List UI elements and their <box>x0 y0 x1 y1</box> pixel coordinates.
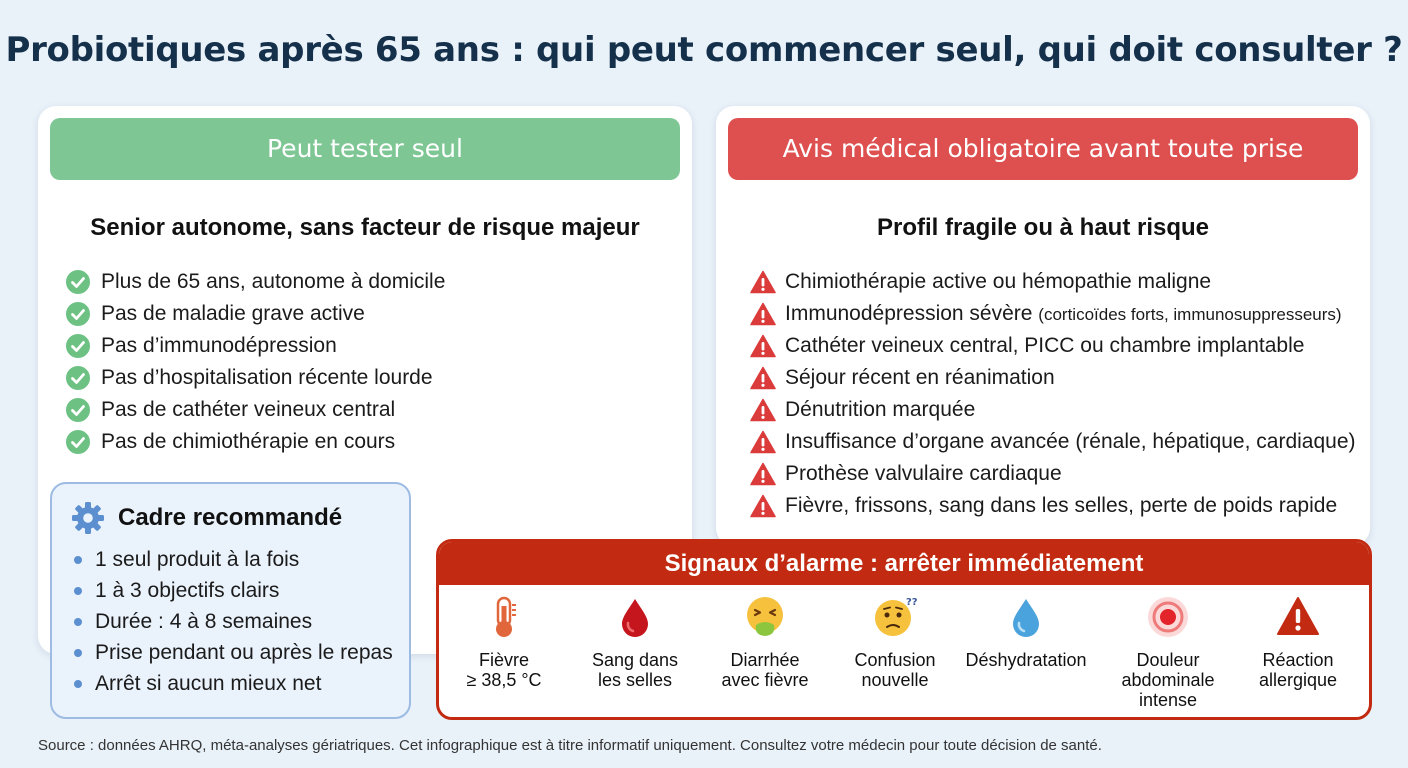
list-item: Pas de maladie grave active <box>66 298 445 330</box>
list-item: Plus de 65 ans, autonome à domicile <box>66 266 445 298</box>
warning-icon <box>750 398 776 422</box>
check-icon <box>66 334 90 358</box>
warning-triangle-icon <box>1275 594 1321 640</box>
medical-advice-panel <box>716 106 1370 546</box>
list-item: Prise pendant ou après le repas <box>74 637 393 668</box>
bullet-icon <box>74 587 82 595</box>
signal-label: Diarrhée avec fièvre <box>721 650 809 690</box>
signal-label: Fièvre ≥ 38,5 °C <box>466 650 542 690</box>
list-item: Immunodépression sévère (corticoïdes forts, immunosuppresseurs) <box>750 298 1356 330</box>
warning-icon <box>750 270 776 294</box>
gear-icon <box>70 500 106 536</box>
list-item: Insuffisance d’organe avancée (rénale, hépatique, cardiaque) <box>750 426 1356 458</box>
bullet-icon <box>74 618 82 626</box>
thermometer-icon <box>481 594 527 640</box>
medical-advice-subtitle: Profil fragile ou à haut risque <box>876 214 1210 241</box>
framework-list <box>74 544 393 699</box>
check-icon <box>66 302 90 326</box>
list-item: Prothèse valvulaire cardiaque <box>750 458 1356 490</box>
bullet-icon <box>74 649 82 657</box>
signal-confusion <box>830 594 960 690</box>
signal-allergic-reaction <box>1233 594 1363 690</box>
list-item: Séjour récent en réanimation <box>750 362 1356 394</box>
signal-label: Sang dans les selles <box>591 650 679 690</box>
confused-face-icon <box>872 594 918 640</box>
warning-icon <box>750 494 776 518</box>
risk-factor-list <box>750 266 1356 522</box>
check-icon <box>66 430 90 454</box>
signal-abdominal-pain <box>1103 594 1233 710</box>
framework-title: Cadre recommandé <box>118 504 343 531</box>
self-test-criteria-list <box>66 266 445 458</box>
list-item: Pas d’immunodépression <box>66 330 445 362</box>
page-title: Probiotiques après 65 ans : qui peut commencer seul, qui doit consulter ? <box>5 30 1403 70</box>
bullet-icon <box>74 680 82 688</box>
recommended-framework-box <box>50 482 411 719</box>
self-test-subtitle: Senior autonome, sans facteur de risque majeur <box>90 214 640 241</box>
list-item: Cathéter veineux central, PICC ou chambre implantable <box>750 330 1356 362</box>
signal-label: Confusion nouvelle <box>854 650 936 690</box>
sick-face-icon <box>742 594 788 640</box>
source-note: Source : données AHRQ, méta-analyses gériatriques. Cet infographique est à titre informatif uniquement. Consultez votre médecin pour toute décision de santé. <box>38 737 1102 754</box>
alarm-title: Signaux d’alarme : arrêter immédiatement <box>439 542 1369 585</box>
signal-label: Déshydratation <box>965 650 1087 670</box>
svg-text:??: ?? <box>906 597 918 608</box>
list-item: Pas de chimiothérapie en cours <box>66 426 445 458</box>
signal-dehydration <box>961 594 1091 670</box>
signal-diarrhea <box>700 594 830 690</box>
signal-fever <box>439 594 569 690</box>
list-item: Durée : 4 à 8 semaines <box>74 606 393 637</box>
list-item: 1 à 3 objectifs clairs <box>74 575 393 606</box>
medical-advice-header: Avis médical obligatoire avant toute prise <box>728 118 1358 180</box>
signal-label: Douleur abdominale intense <box>1121 650 1215 710</box>
list-item: Dénutrition marquée <box>750 394 1356 426</box>
list-item: Pas d’hospitalisation récente lourde <box>66 362 445 394</box>
list-item: Fièvre, frissons, sang dans les selles, perte de poids rapide <box>750 490 1356 522</box>
list-item: 1 seul produit à la fois <box>74 544 393 575</box>
water-drop-icon <box>1003 594 1049 640</box>
check-icon <box>66 270 90 294</box>
warning-icon <box>750 334 776 358</box>
signal-label: Réaction allergique <box>1258 650 1338 690</box>
warning-icon <box>750 366 776 390</box>
warning-icon <box>750 430 776 454</box>
list-item: Pas de cathéter veineux central <box>66 394 445 426</box>
check-icon <box>66 398 90 422</box>
self-test-header: Peut tester seul <box>50 118 680 180</box>
pain-target-icon <box>1145 594 1191 640</box>
alarm-signals-box <box>436 539 1372 720</box>
warning-icon <box>750 462 776 486</box>
warning-icon <box>750 302 776 326</box>
check-icon <box>66 366 90 390</box>
signal-blood <box>570 594 700 690</box>
blood-drop-icon <box>612 594 658 640</box>
list-item: Arrêt si aucun mieux net <box>74 668 393 699</box>
bullet-icon <box>74 556 82 564</box>
list-item: Chimiothérapie active ou hémopathie maligne <box>750 266 1356 298</box>
